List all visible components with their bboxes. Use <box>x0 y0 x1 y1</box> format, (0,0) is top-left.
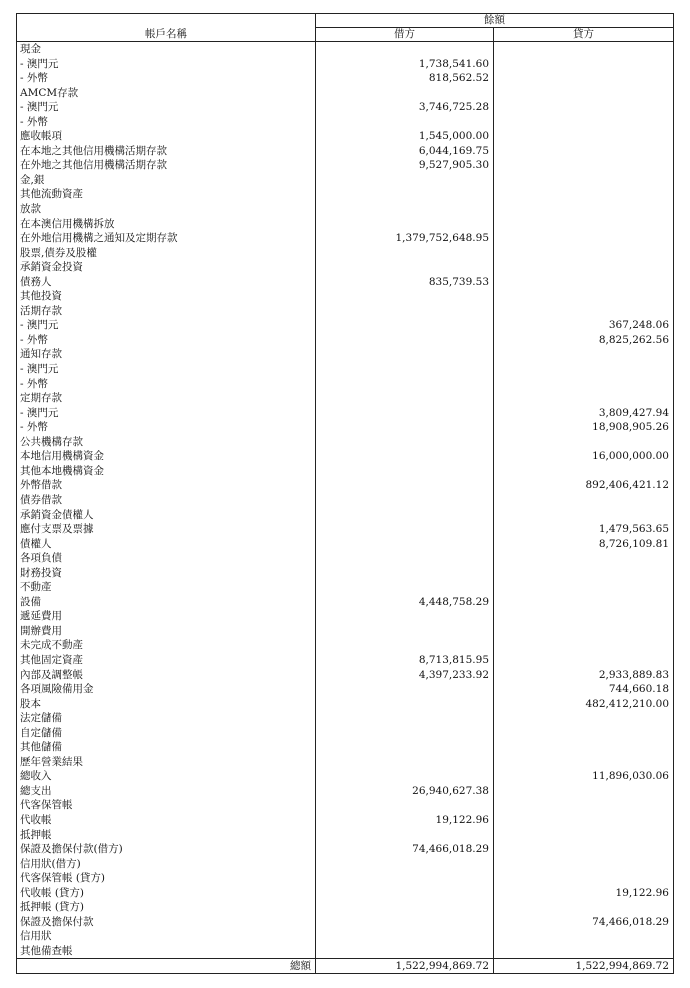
table-row <box>17 798 674 813</box>
debit-cell: 4,448,758.29 <box>316 595 494 610</box>
debit-cell <box>316 202 494 217</box>
table-row <box>17 464 674 479</box>
account-name-cell: - 澳門元 <box>20 363 59 376</box>
account-name-cell: 活期存款 <box>20 304 62 317</box>
table-row <box>17 318 674 333</box>
credit-cell <box>494 362 674 377</box>
table-row <box>17 246 674 261</box>
header-blank <box>17 14 316 28</box>
trial-balance-table <box>16 13 674 974</box>
credit-cell: 16,000,000.00 <box>494 449 674 464</box>
account-name-cell: 在本地之其他信用機構活期存款 <box>20 144 167 157</box>
debit-cell <box>316 871 494 886</box>
credit-cell <box>494 726 674 741</box>
credit-cell <box>494 871 674 886</box>
debit-cell <box>316 493 494 508</box>
account-name-cell: 公共機構存款 <box>20 435 83 448</box>
table-row <box>17 406 674 421</box>
table-row <box>17 609 674 624</box>
credit-cell: 3,809,427.94 <box>494 406 674 421</box>
credit-cell <box>494 115 674 130</box>
account-name-cell: - 澳門元 <box>20 319 59 332</box>
account-name-cell: 不動產 <box>20 581 52 594</box>
table-row <box>17 537 674 552</box>
debit-cell: 3,746,725.28 <box>316 100 494 115</box>
debit-cell: 6,044,169.75 <box>316 144 494 159</box>
debit-cell <box>316 566 494 581</box>
debit-cell <box>316 333 494 348</box>
credit-cell: 19,122.96 <box>494 886 674 901</box>
account-name-cell: 在外地信用機構之通知及定期存款 <box>20 232 178 245</box>
credit-cell <box>494 304 674 319</box>
credit-cell <box>494 42 674 57</box>
debit-cell <box>316 682 494 697</box>
credit-cell <box>494 842 674 857</box>
table-row <box>17 231 674 246</box>
account-name-cell: 代客保管帳 <box>20 799 73 812</box>
account-name-cell: - 澳門元 <box>20 57 59 70</box>
debit-cell <box>316 318 494 333</box>
debit-cell <box>316 377 494 392</box>
account-name-cell: AMCM存款 <box>20 86 79 99</box>
table-row <box>17 740 674 755</box>
debit-cell <box>316 464 494 479</box>
account-name-cell: 在本澳信用機構拆放 <box>20 217 115 230</box>
credit-cell <box>494 624 674 639</box>
debit-cell <box>316 362 494 377</box>
table-row <box>17 522 674 537</box>
table-row <box>17 289 674 304</box>
credit-cell <box>494 595 674 610</box>
credit-cell: 8,726,109.81 <box>494 537 674 552</box>
account-name-cell: 抵押帳 <box>20 828 52 841</box>
credit-cell <box>494 813 674 828</box>
table-row <box>17 42 674 57</box>
debit-cell: 8,713,815.95 <box>316 653 494 668</box>
account-name-cell: 總收入 <box>20 770 52 783</box>
debit-cell <box>316 304 494 319</box>
account-name-cell: 保證及擔保付款(借方) <box>20 843 123 856</box>
account-name-cell: 其他備查帳 <box>20 944 73 957</box>
table-row <box>17 100 674 115</box>
account-name-cell: 各項風險備用金 <box>20 683 94 696</box>
header-debit: 借方 <box>316 28 494 42</box>
account-name-cell: 信用狀 <box>20 930 52 943</box>
table-row <box>17 726 674 741</box>
credit-cell <box>494 246 674 261</box>
header-balance: 餘額 <box>316 14 674 28</box>
table-row <box>17 769 674 784</box>
credit-cell <box>494 508 674 523</box>
table-row <box>17 333 674 348</box>
credit-cell <box>494 755 674 770</box>
table-row <box>17 900 674 915</box>
debit-cell: 4,397,233.92 <box>316 668 494 683</box>
debit-cell <box>316 435 494 450</box>
table-row <box>17 57 674 72</box>
credit-cell: 18,908,905.26 <box>494 420 674 435</box>
account-name-cell: 保證及擔保付款 <box>20 915 94 928</box>
credit-cell <box>494 551 674 566</box>
table-row <box>17 377 674 392</box>
debit-cell <box>316 289 494 304</box>
credit-cell <box>494 857 674 872</box>
debit-cell <box>316 900 494 915</box>
credit-cell <box>494 347 674 362</box>
debit-cell: 818,562.52 <box>316 71 494 86</box>
debit-cell <box>316 609 494 624</box>
account-name-cell: 放款 <box>20 203 41 216</box>
table-row <box>17 624 674 639</box>
account-name-cell: 其他本地機構資金 <box>20 464 104 477</box>
account-name-cell: 外幣借款 <box>20 479 62 492</box>
account-name-cell: 代客保管帳 (貸方) <box>20 872 106 885</box>
account-name-cell: 其他流動資產 <box>20 188 83 201</box>
debit-cell <box>316 406 494 421</box>
credit-cell: 2,933,889.83 <box>494 668 674 683</box>
credit-cell: 8,825,262.56 <box>494 333 674 348</box>
debit-cell <box>316 755 494 770</box>
total-credit: 1,522,994,869.72 <box>494 959 674 974</box>
credit-cell <box>494 71 674 86</box>
account-name-cell: 其他投資 <box>20 290 62 303</box>
table-row <box>17 580 674 595</box>
table-row <box>17 129 674 144</box>
table-row <box>17 508 674 523</box>
account-name-cell: 自定儲備 <box>20 726 62 739</box>
table-row <box>17 755 674 770</box>
table-row <box>17 682 674 697</box>
credit-cell <box>494 289 674 304</box>
credit-cell: 892,406,421.12 <box>494 478 674 493</box>
table-row <box>17 304 674 319</box>
account-name-cell: 股本 <box>20 697 41 710</box>
debit-cell <box>316 580 494 595</box>
debit-cell: 1,738,541.60 <box>316 57 494 72</box>
table-row <box>17 595 674 610</box>
debit-cell <box>316 449 494 464</box>
table-row <box>17 275 674 290</box>
account-name-cell: 金,銀 <box>20 173 45 186</box>
account-name-cell: 債務人 <box>20 275 52 288</box>
header-credit: 貸方 <box>494 28 674 42</box>
debit-cell <box>316 915 494 930</box>
account-name-cell: 通知存款 <box>20 348 62 361</box>
table-row <box>17 202 674 217</box>
table-row <box>17 362 674 377</box>
debit-cell <box>316 537 494 552</box>
credit-cell <box>494 580 674 595</box>
debit-cell <box>316 246 494 261</box>
account-name-cell: 承銷資金投資 <box>20 261 83 274</box>
debit-cell: 835,739.53 <box>316 275 494 290</box>
account-name-cell: 債權人 <box>20 537 52 550</box>
account-name-cell: 應收帳項 <box>20 130 62 143</box>
debit-cell: 74,466,018.29 <box>316 842 494 857</box>
credit-cell <box>494 798 674 813</box>
credit-cell: 1,479,563.65 <box>494 522 674 537</box>
credit-cell: 74,466,018.29 <box>494 915 674 930</box>
table-row <box>17 158 674 173</box>
account-name-cell: 遞延費用 <box>20 610 62 623</box>
credit-cell <box>494 435 674 450</box>
credit-cell <box>494 784 674 799</box>
credit-cell <box>494 493 674 508</box>
credit-cell <box>494 391 674 406</box>
account-name-cell: 其他儲備 <box>20 741 62 754</box>
table-row <box>17 86 674 101</box>
account-name-cell: 內部及調整帳 <box>20 668 83 681</box>
credit-cell: 367,248.06 <box>494 318 674 333</box>
debit-cell <box>316 187 494 202</box>
debit-cell: 26,940,627.38 <box>316 784 494 799</box>
debit-cell <box>316 86 494 101</box>
credit-cell <box>494 275 674 290</box>
account-name-cell: 本地信用機構資金 <box>20 450 104 463</box>
account-name-cell: 現金 <box>20 43 41 55</box>
debit-cell <box>316 769 494 784</box>
debit-cell: 19,122.96 <box>316 813 494 828</box>
account-name-cell: 歷年營業結果 <box>20 755 83 768</box>
account-name-cell: - 澳門元 <box>20 101 59 114</box>
table-row <box>17 871 674 886</box>
table-row <box>17 115 674 130</box>
account-name-cell: 債券借款 <box>20 493 62 506</box>
table-row <box>17 435 674 450</box>
account-name-cell: 財務投資 <box>20 566 62 579</box>
account-name-cell: 在外地之其他信用機構活期存款 <box>20 159 167 172</box>
table-row <box>17 144 674 159</box>
account-name-cell: 各項負債 <box>20 552 62 565</box>
debit-cell <box>316 391 494 406</box>
credit-cell <box>494 464 674 479</box>
debit-cell <box>316 624 494 639</box>
credit-cell <box>494 566 674 581</box>
table-row <box>17 638 674 653</box>
trial-balance-sheet <box>16 13 673 974</box>
table-row <box>17 813 674 828</box>
table-row <box>17 391 674 406</box>
credit-cell <box>494 144 674 159</box>
credit-cell <box>494 129 674 144</box>
table-row <box>17 653 674 668</box>
total-debit: 1,522,994,869.72 <box>316 959 494 974</box>
credit-cell <box>494 202 674 217</box>
credit-cell <box>494 57 674 72</box>
table-row <box>17 857 674 872</box>
table-row <box>17 551 674 566</box>
credit-cell <box>494 231 674 246</box>
debit-cell <box>316 508 494 523</box>
credit-cell <box>494 100 674 115</box>
debit-cell <box>316 944 494 959</box>
table-row <box>17 842 674 857</box>
account-name-cell: 總支出 <box>20 784 52 797</box>
debit-cell <box>316 420 494 435</box>
debit-cell <box>316 173 494 188</box>
debit-cell: 9,527,905.30 <box>316 158 494 173</box>
account-name-cell: 定期存款 <box>20 392 62 405</box>
debit-cell <box>316 478 494 493</box>
credit-cell: 482,412,210.00 <box>494 697 674 712</box>
debit-cell: 1,379,752,648.95 <box>316 231 494 246</box>
debit-cell <box>316 115 494 130</box>
table-header <box>17 14 674 42</box>
account-name-cell: 法定儲備 <box>20 712 62 725</box>
debit-cell <box>316 929 494 944</box>
credit-cell <box>494 609 674 624</box>
credit-cell: 744,660.18 <box>494 682 674 697</box>
credit-cell <box>494 638 674 653</box>
table-row <box>17 347 674 362</box>
credit-cell: 11,896,030.06 <box>494 769 674 784</box>
account-name-cell: 開辦費用 <box>20 624 62 637</box>
table-row <box>17 478 674 493</box>
credit-cell <box>494 740 674 755</box>
credit-cell <box>494 217 674 232</box>
debit-cell <box>316 522 494 537</box>
debit-cell <box>316 828 494 843</box>
credit-cell <box>494 653 674 668</box>
header-account-name: 帳戶名稱 <box>17 28 316 42</box>
account-name-cell: 信用狀(借方) <box>20 857 81 870</box>
debit-cell <box>316 347 494 362</box>
table-row <box>17 449 674 464</box>
table-row <box>17 217 674 232</box>
account-name-cell: - 外幣 <box>20 421 48 434</box>
table-row <box>17 260 674 275</box>
account-name-cell: 未完成不動產 <box>20 639 83 652</box>
account-name-cell: 其他固定資產 <box>20 653 83 666</box>
table-row <box>17 828 674 843</box>
table-row <box>17 929 674 944</box>
table-row <box>17 886 674 901</box>
debit-cell: 1,545,000.00 <box>316 129 494 144</box>
debit-cell <box>316 697 494 712</box>
table-row <box>17 187 674 202</box>
table-row <box>17 420 674 435</box>
account-name-cell: 應付支票及票據 <box>20 523 94 536</box>
debit-cell <box>316 42 494 57</box>
account-name-cell: 股票,債券及股權 <box>20 246 97 259</box>
debit-cell <box>316 740 494 755</box>
total-label: 總額 <box>17 959 316 974</box>
credit-cell <box>494 929 674 944</box>
credit-cell <box>494 187 674 202</box>
debit-cell <box>316 260 494 275</box>
table-row <box>17 697 674 712</box>
account-name-cell: 承銷資金債權人 <box>20 508 94 521</box>
debit-cell <box>316 638 494 653</box>
table-row <box>17 915 674 930</box>
table-row <box>17 173 674 188</box>
table-body <box>17 42 674 959</box>
debit-cell <box>316 857 494 872</box>
credit-cell <box>494 944 674 959</box>
credit-cell <box>494 377 674 392</box>
credit-cell <box>494 86 674 101</box>
table-row <box>17 493 674 508</box>
account-name-cell: 代收帳 <box>20 813 52 826</box>
table-row <box>17 784 674 799</box>
table-row <box>17 566 674 581</box>
table-row <box>17 711 674 726</box>
debit-cell <box>316 217 494 232</box>
credit-cell <box>494 711 674 726</box>
account-name-cell: 設備 <box>20 595 41 608</box>
account-name-cell: - 外幣 <box>20 377 48 390</box>
debit-cell <box>316 551 494 566</box>
account-name-cell: 抵押帳 (貸方) <box>20 901 85 914</box>
account-name-cell: - 澳門元 <box>20 406 59 419</box>
table-footer <box>17 959 674 974</box>
debit-cell <box>316 886 494 901</box>
table-row <box>17 944 674 959</box>
account-name-cell: - 外幣 <box>20 72 48 85</box>
debit-cell <box>316 726 494 741</box>
debit-cell <box>316 711 494 726</box>
account-name-cell: - 外幣 <box>20 115 48 128</box>
credit-cell <box>494 260 674 275</box>
table-row <box>17 668 674 683</box>
debit-cell <box>316 798 494 813</box>
table-row <box>17 71 674 86</box>
credit-cell <box>494 828 674 843</box>
credit-cell <box>494 158 674 173</box>
account-name-cell: - 外幣 <box>20 333 48 346</box>
credit-cell <box>494 173 674 188</box>
credit-cell <box>494 900 674 915</box>
account-name-cell: 代收帳 (貸方) <box>20 886 85 899</box>
